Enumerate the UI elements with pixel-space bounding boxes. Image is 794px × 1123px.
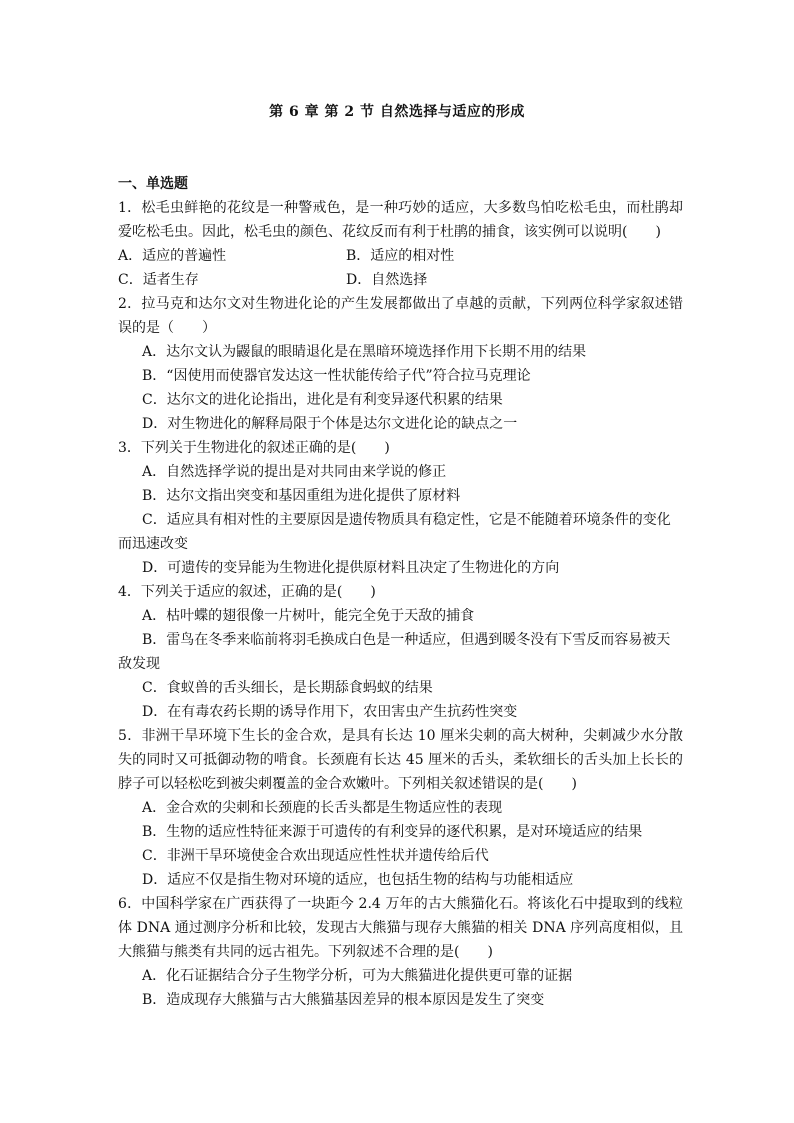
question-2-option-b: B．“因使用而使器官发达这一性状能传给子代”符合拉马克理论: [142, 368, 531, 384]
question-4-stem: 4．下列关于适应的叙述，正确的是( ): [118, 584, 376, 600]
question-4-option-d: D．在有毒农药长期的诱导作用下，农田害虫产生抗药性突变: [142, 704, 518, 720]
question-1-options-row-2: [118, 268, 683, 292]
question-1-stem: 1．松毛虫鲜艳的花纹是一种警戒色，是一种巧妙的适应，大多数鸟怕吃松毛虫，而杜鹃却爱吃松毛虫。因此，松毛虫的颜色、花纹反而有利于杜鹃的捕食，该实例可以说明( ): [118, 200, 683, 240]
question-3-option-d: D．可遗传的变异能为生物进化提供原材料且决定了生物进化的方向: [142, 560, 560, 576]
page-title: 第 6 章 第 2 节 自然选择与适应的形成: [269, 104, 525, 120]
question-4-option-a: A．枯叶蝶的翅很像一片树叶，能完全免于天敌的捕食: [142, 608, 475, 624]
question-5-option-d: D．适应不仅是指生物对环境的适应，也包括生物的结构与功能相适应: [142, 872, 574, 888]
question-1-options-row-1: [118, 244, 683, 268]
question-3-stem: 3．下列关于生物进化的叙述正确的是( ): [118, 440, 390, 456]
question-1-option-a: A．适应的普遍性: [118, 248, 227, 264]
question-5-option-a: A．金合欢的尖刺和长颈鹿的长舌头都是生物适应性的表现: [142, 800, 503, 816]
question-5-option-c: C．非洲干旱环境使金合欢出现适应性性状并遗传给后代: [142, 848, 489, 864]
question-1-option-b: B．适应的相对性: [346, 248, 455, 264]
question-1-option-d: D．自然选择: [346, 272, 428, 288]
question-list: [118, 172, 683, 1012]
question-5-option-b: B．生物的适应性特征来源于可遗传的有利变异的逐代积累，是对环境适应的结果: [142, 824, 643, 840]
question-2-stem: 2．拉马克和达尔文对生物进化论的产生发展都做出了卓越的贡献，下列两位科学家叙述错误的是（ ）: [118, 296, 683, 336]
question-2-option-c: C．达尔文的进化论指出，进化是有利变异逐代积累的结果: [142, 392, 503, 408]
question-5-stem: 5．非洲干旱环境下生长的金合欢，是具有长达 10 厘米尖刺的高大树种，尖刺减少水分散失的同时又可抵御动物的啃食。长颈鹿有长达 45 厘米的舌头，柔软细长的舌头加上长长的脖子可以轻松吃到被尖刺覆盖的金合欢嫩叶。下列相关叙述错误的是( ): [118, 728, 683, 792]
question-3-option-c: C．适应具有相对性的主要原因是遗传物质具有稳定性，它是不能随着环境条件的变化而迅速改变: [118, 512, 671, 552]
question-4-option-b: B．雷鸟在冬季来临前将羽毛换成白色是一种适应，但遇到暖冬没有下雪反而容易被天敌发现: [118, 632, 671, 672]
question-3-option-a: A．自然选择学说的提出是对共同由来学说的修正: [142, 464, 447, 480]
question-3-option-b: B．达尔文指出突变和基因重组为进化提供了原材料: [142, 488, 461, 504]
question-6-option-b: B．造成现存大熊猫与古大熊猫基因差异的根本原因是发生了突变: [142, 992, 545, 1008]
question-2-option-d: D．对生物进化的解释局限于个体是达尔文进化论的缺点之一: [142, 416, 518, 432]
question-6-stem: 6．中国科学家在广西获得了一块距今 2.4 万年的古大熊猫化石。将该化石中提取到的线粒体 DNA 通过测序分析和比较，发现古大熊猫与现存大熊猫的相关 DNA 序列高度相似，且大熊猫与熊类有共同的远古祖先。下列叙述不合理的是( ): [118, 896, 683, 960]
section-heading: 一、单选题: [118, 176, 188, 192]
question-4-option-c: C．食蚁兽的舌头细长，是长期舔食蚂蚁的结果: [142, 680, 433, 696]
question-6-option-a: A．化石证据结合分子生物学分析，可为大熊猫进化提供更可靠的证据: [142, 968, 573, 984]
question-2-option-a: A．达尔文认为鼹鼠的眼睛退化是在黑暗环境选择作用下长期不用的结果: [142, 344, 587, 360]
question-1-option-c: C．适者生存: [118, 272, 199, 288]
